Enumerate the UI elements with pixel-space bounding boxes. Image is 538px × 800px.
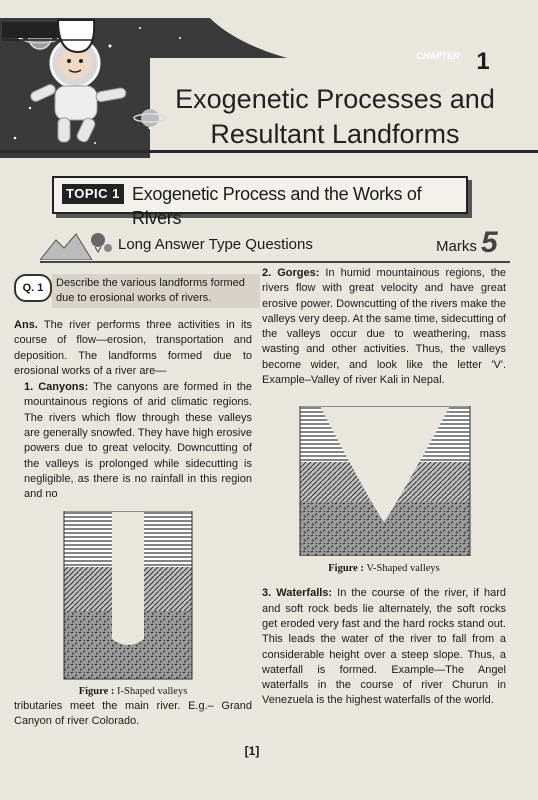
i-shaped-valley-diagram: [14, 511, 252, 681]
chapter-badge-shape: [0, 18, 96, 54]
answer-label: Ans.: [14, 319, 38, 331]
figure-caption-i: [14, 686, 252, 697]
figure-i-shaped: [14, 511, 252, 697]
answer-intro: [14, 318, 252, 379]
item-gorges: [262, 266, 506, 388]
marks-value: 5: [481, 226, 498, 259]
marks-label: Marks: [436, 238, 477, 255]
right-column: [262, 266, 506, 709]
item-waterfalls: [262, 586, 506, 708]
chapter-number: 1: [476, 48, 490, 75]
item-number: 1.: [24, 381, 34, 394]
caption-label: V-Shaped valleys: [366, 563, 440, 575]
item-canyons-continued: tributaries meet the main river. E.g.– Grand Canyon of river Colorado.: [14, 699, 252, 727]
item-number: 2.: [262, 267, 272, 279]
topic-title: Exogenetic Process and the Works of Rivers: [132, 184, 422, 228]
chapter-label: CHAPTER: [416, 51, 460, 61]
question-badge: Q. 1: [14, 274, 52, 302]
question-text: Describe the various landforms formed due to erosional works of rivers.: [52, 274, 260, 308]
topic-box: [52, 176, 468, 228]
section-rule: [40, 261, 510, 263]
chapter-title: [150, 82, 520, 152]
item-heading: Waterfalls:: [276, 587, 333, 600]
figure-caption-v: [262, 563, 506, 574]
topic-tag: TOPIC 1: [62, 184, 124, 204]
page-number: [1]: [244, 744, 260, 758]
caption-label: I-Shaped valleys: [117, 685, 188, 697]
answer-intro-text: The river performs three activities in its course of flow—erosion, transportation and deposition. The landforms formed due to erosional works of a river are—: [14, 319, 253, 377]
item-heading: Gorges:: [277, 267, 320, 279]
left-column: [14, 270, 252, 729]
item-text: The canyons are formed in the mountainous regions of arid climatic regions. The rivers which flow through these valleys are generally snowfed. They have high erosive powers due to great velocity. Downcutting of the valleys is prolonged while sidecutting is negligible, as there is no rainfall in this region and no: [24, 381, 252, 501]
caption-prefix: Figure :: [328, 563, 364, 575]
item-text: In the course of the river, if hard and soft rock beds lie alternately, the soft rocks get eroded very fast and the hard rocks stand out. This leads the water of the river to fall from a considerable height over a steep slope. Thus, a waterfall is formed. Example—The Angel waterfalls in the course of river Churun in Venezuela is the highest waterfalls of the world.: [262, 587, 506, 707]
caption-prefix: Figure :: [78, 685, 115, 697]
section-title: Long Answer Type Questions: [118, 236, 313, 253]
chapter-title-line-1: Exogenetic Processes and: [175, 84, 495, 114]
chapter-banner: [0, 18, 538, 168]
mountain-balloon-icon: [40, 230, 114, 260]
chapter-title-line-2: Resultant Landforms: [210, 119, 460, 149]
section-header: [40, 228, 510, 262]
item-number: 3.: [262, 587, 272, 600]
v-shaped-valley-diagram: [262, 406, 506, 556]
figure-v-shaped: [262, 406, 506, 574]
question-block: [14, 270, 252, 316]
item-canyons: [14, 380, 252, 502]
item-text: In humid mountainous regions, the rivers flow with great velocity and have great erosive power. Downcutting of the rivers make the valleys very deep. At the same time, sidecutting of the valleys occur due to weathering, mass wasting and other activities. Thus, the valleys become wider, and look like the letter 'V'. Example–Valley of river Kali in Nepal.: [262, 267, 506, 387]
item-heading: Canyons:: [38, 381, 89, 394]
